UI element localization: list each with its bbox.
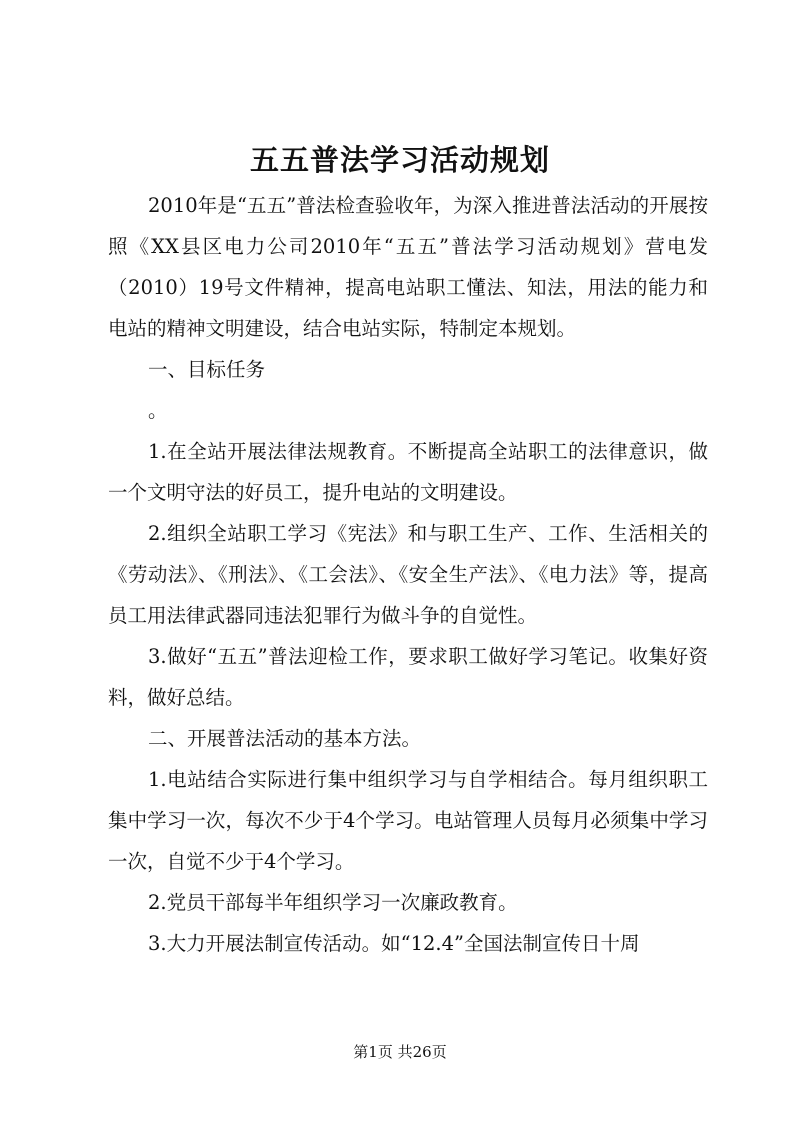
paragraph-method-2: 2.党员干部每半年组织学习一次廉政教育。 xyxy=(148,891,518,914)
paragraph-dot: 。 xyxy=(148,399,168,422)
paragraph-method-3: 3.大力开展法制宣传活动。如“12.4”全国法制宣传日十周 xyxy=(148,932,640,955)
page-number-footer: 第1页 共26页 xyxy=(353,1043,447,1061)
heading-methods: 二、开展普法活动的基本方法。 xyxy=(148,727,422,750)
paragraph-goal-1: 1.在全站开展法律法规教育。不断提高全站职工的法律意识，做一个文明守法的好员工，提升电站的文明建设。 xyxy=(108,440,708,504)
paragraph-method-1: 1.电站结合实际进行集中组织学习与自学相结合。每月组织职工集中学习一次，每次不少于4个学习。电站管理人员每月必须集中学习一次，自觉不少于4个学习。 xyxy=(108,768,708,873)
document-body xyxy=(108,185,708,964)
paragraph-goal-3: 3.做好“五五”普法迎检工作，要求职工做好学习笔记。收集好资料，做好总结。 xyxy=(108,645,708,709)
paragraph-intro: 2010年是“五五”普法检查验收年，为深入推进普法活动的开展按照《XX县区电力公司2010年“五五”普法学习活动规划》营电发（2010）19号文件精神，提高电站职工懂法、知法，用法的能力和电站的精神文明建设，结合电站实际，特制定本规划。 xyxy=(108,194,708,340)
paragraph-goal-2: 2.组织全站职工学习《宪法》和与职工生产、工作、生活相关的《劳动法》、《刑法》、《工会法》、《安全生产法》、《电力法》等，提高员工用法律武器同违法犯罪行为做斗争的自觉性。 xyxy=(108,522,708,627)
document-title: 五五普法学习活动规划 xyxy=(249,143,550,177)
heading-goals: 一、目标任务 xyxy=(148,358,266,381)
